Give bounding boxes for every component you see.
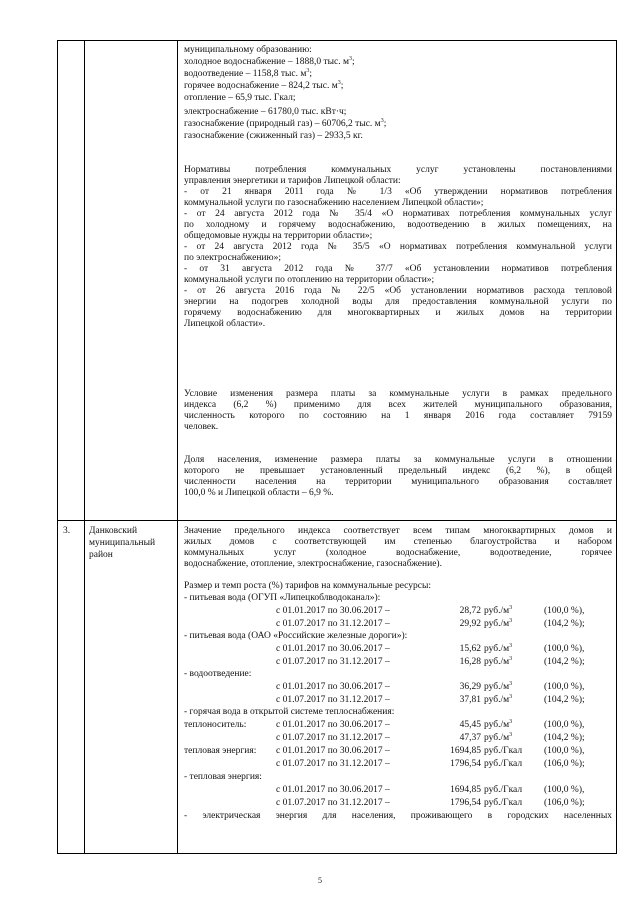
volume-natural-gas: газоснабжение (природный газ) – 60706,2 тыс. $м^3$;	[184, 117, 387, 129]
volume-electricity: электроснабжение – 61780,0 тыс. кВт·ч;	[184, 107, 347, 117]
paragraph-line: водоснабжение, отопление, электроснабжение, газоснабжение).	[184, 559, 442, 569]
tariff-row: с 01.01.2017 по 30.06.2017 – 15,62 $руб./м^3$ (100,0 %),	[276, 642, 585, 654]
paragraph-line: Условие изменения размера платы за коммунальные услуги в рамках предельного	[184, 389, 612, 399]
tariff-group-heading: - питьевая вода (ОГУП «Липецкоблводоканал»):	[184, 593, 381, 603]
paragraph-line: - от 24 августа 2012 года № 35/4 «О нормативах потребления коммунальных услуг	[184, 209, 612, 219]
paragraph-line: - от 24 августа 2012 года № 35/5 «О нормативах потребления коммунальной услуги	[184, 242, 612, 252]
paragraph-line: численности населения на территории муниципального образования составляет	[184, 477, 612, 487]
tariff-row: с 01.07.2017 по 31.12.2017 – 29,92 $руб./м^3$ (104,2 %);	[276, 617, 585, 629]
district-name-line: муниципальный	[89, 538, 156, 548]
tariff-row: с 01.07.2017 по 31.12.2017 – 1796,54 руб./Гкал (106,0 %);	[276, 798, 585, 808]
population-share-paragraph	[184, 455, 612, 499]
paragraph-line: общедомовые нужды на территории области»;	[184, 231, 373, 241]
paragraph-line: коммунальной услуги по отоплению на территории области»;	[184, 275, 435, 285]
tariff-row: с 01.01.2017 по 30.06.2017 – 1694,85 руб./Гкал (100,0 %),	[276, 746, 585, 756]
tariff-group-heading: - водоотведение:	[184, 669, 252, 679]
heat-carrier-label: теплоноситель:	[184, 720, 247, 730]
volume-cold-water: холодное водоснабжение – 1888,0 тыс. $м^3$;	[184, 55, 355, 67]
tariff-group-heading: - тепловая энергия:	[184, 772, 262, 782]
paragraph-line: Значение предельного индекса соответствует всем типам многоквартирных домов и	[184, 526, 612, 536]
index-paragraph	[184, 526, 612, 570]
paragraph-line: численность которого по состоянию на 1 января 2016 года составляет 79159	[184, 411, 612, 421]
paragraph-line: Доля населения, изменение размера платы за коммунальные услуги в отношении	[184, 455, 612, 465]
paragraph-line: - электрическая энергия для населения, проживающего в городских населенных	[184, 811, 612, 821]
paragraph-line: по холодному и горячему водоснабжению, водоотведению в жилых помещениях, на	[184, 220, 612, 230]
paragraph-line: - от 31 августа 2012 года № 37/7 «Об установлении нормативов потребления	[184, 264, 612, 274]
column-divider	[84, 41, 85, 853]
column-divider	[177, 41, 178, 853]
paragraph-line: коммунальной услуги по газоснабжению населением Липецкой области»;	[184, 198, 484, 208]
paragraph-line: человек.	[184, 422, 219, 432]
row-divider	[58, 520, 616, 521]
condition-paragraph	[184, 389, 612, 433]
district-name-line: район	[89, 550, 113, 560]
paragraph-line: 100,0 % и Липецкой области – 6,9 %.	[184, 488, 334, 498]
paragraph-line: которого не превышает установленный предельный индекс (6,2 %), в общей	[184, 466, 612, 476]
electricity-heading	[184, 811, 612, 822]
paragraph-line: Нормативы потребления коммунальных услуг установлены постановлениями	[184, 165, 612, 175]
paragraph-line: - от 26 августа 2016 года № 22/5 «Об установлении нормативов расхода тепловой	[184, 286, 612, 296]
district-name-line: Данковский	[89, 526, 138, 536]
normatives-paragraph	[184, 165, 612, 330]
volume-heating: отопление – 65,9 тыс. Гкал;	[184, 93, 296, 103]
tariff-row: с 01.07.2017 по 31.12.2017 – 1796,54 руб./Гкал (106,0 %);	[276, 759, 585, 769]
paragraph-line: управления энергетики и тарифов Липецкой области:	[184, 176, 401, 186]
tariffs-title: Размер и темп роста (%) тарифов на коммунальные ресурсы:	[184, 581, 431, 591]
tariff-row: с 01.01.2017 по 30.06.2017 – 28,72 $руб./м^3$ (100,0 %),	[276, 604, 585, 616]
row-number: 3.	[63, 526, 71, 536]
tariff-row: с 01.01.2017 по 30.06.2017 – 36,29 $руб./м^3$ (100,0 %),	[276, 680, 585, 692]
paragraph-line: Липецкой области».	[184, 319, 266, 329]
tariff-group-heading: - питьевая вода (ОАО «Российские железные дороги»):	[184, 631, 408, 641]
tariff-row: с 01.01.2017 по 30.06.2017 – 1694,85 руб./Гкал (100,0 %),	[276, 785, 585, 795]
volume-liquefied-gas: газоснабжение (сжиженный газ) – 2933,5 кг.	[184, 131, 363, 141]
paragraph-line: энергии на подогрев холодной воды для предоставления коммунальной услуги по	[184, 297, 612, 307]
tariff-row: с 01.07.2017 по 31.12.2017 – 47,37 $руб./м^3$ (104,2 %);	[276, 731, 585, 743]
paragraph-line: горячему водоснабжению для многоквартирных и жилых домов на территории	[184, 308, 612, 318]
tariff-row: с 01.01.2017 по 30.06.2017 – 45,45 $руб./м^3$ (100,0 %),	[276, 718, 585, 730]
paragraph-line: - от 21 января 2011 года № 1/3 «Об утверждении нормативов потребления	[184, 187, 612, 197]
paragraph-line: по электроснабжению»;	[184, 253, 281, 263]
tariff-row: с 01.07.2017 по 31.12.2017 – 37,81 $руб./м^3$ (104,2 %);	[276, 693, 585, 705]
paragraph-line: коммунальных услуг (холодное водоснабжение, водоотведение, горячее	[184, 548, 612, 558]
tariff-group-heading: - горячая вода в открытой системе теплоснабжения:	[184, 707, 395, 717]
volume-sewerage: водоотведение – 1158,8 тыс. $м^3$;	[184, 67, 313, 79]
paragraph-line: жилых домов с соответствующей им степенью благоустройства и набором	[184, 537, 612, 547]
volume-hot-water: горячее водоснабжение – 824,2 тыс. $м^3$;	[184, 79, 344, 91]
heat-energy-label: тепловая энергия:	[184, 746, 257, 756]
tariff-row: с 01.07.2017 по 31.12.2017 – 16,28 $руб./м^3$ (104,2 %);	[276, 655, 585, 667]
paragraph-line: индекса (6,2 %) применимо для всех жителей муниципального образования,	[184, 400, 612, 410]
page-number: 5	[318, 876, 322, 885]
document-table	[57, 40, 617, 854]
volume-intro: муниципальному образованию:	[184, 45, 312, 55]
